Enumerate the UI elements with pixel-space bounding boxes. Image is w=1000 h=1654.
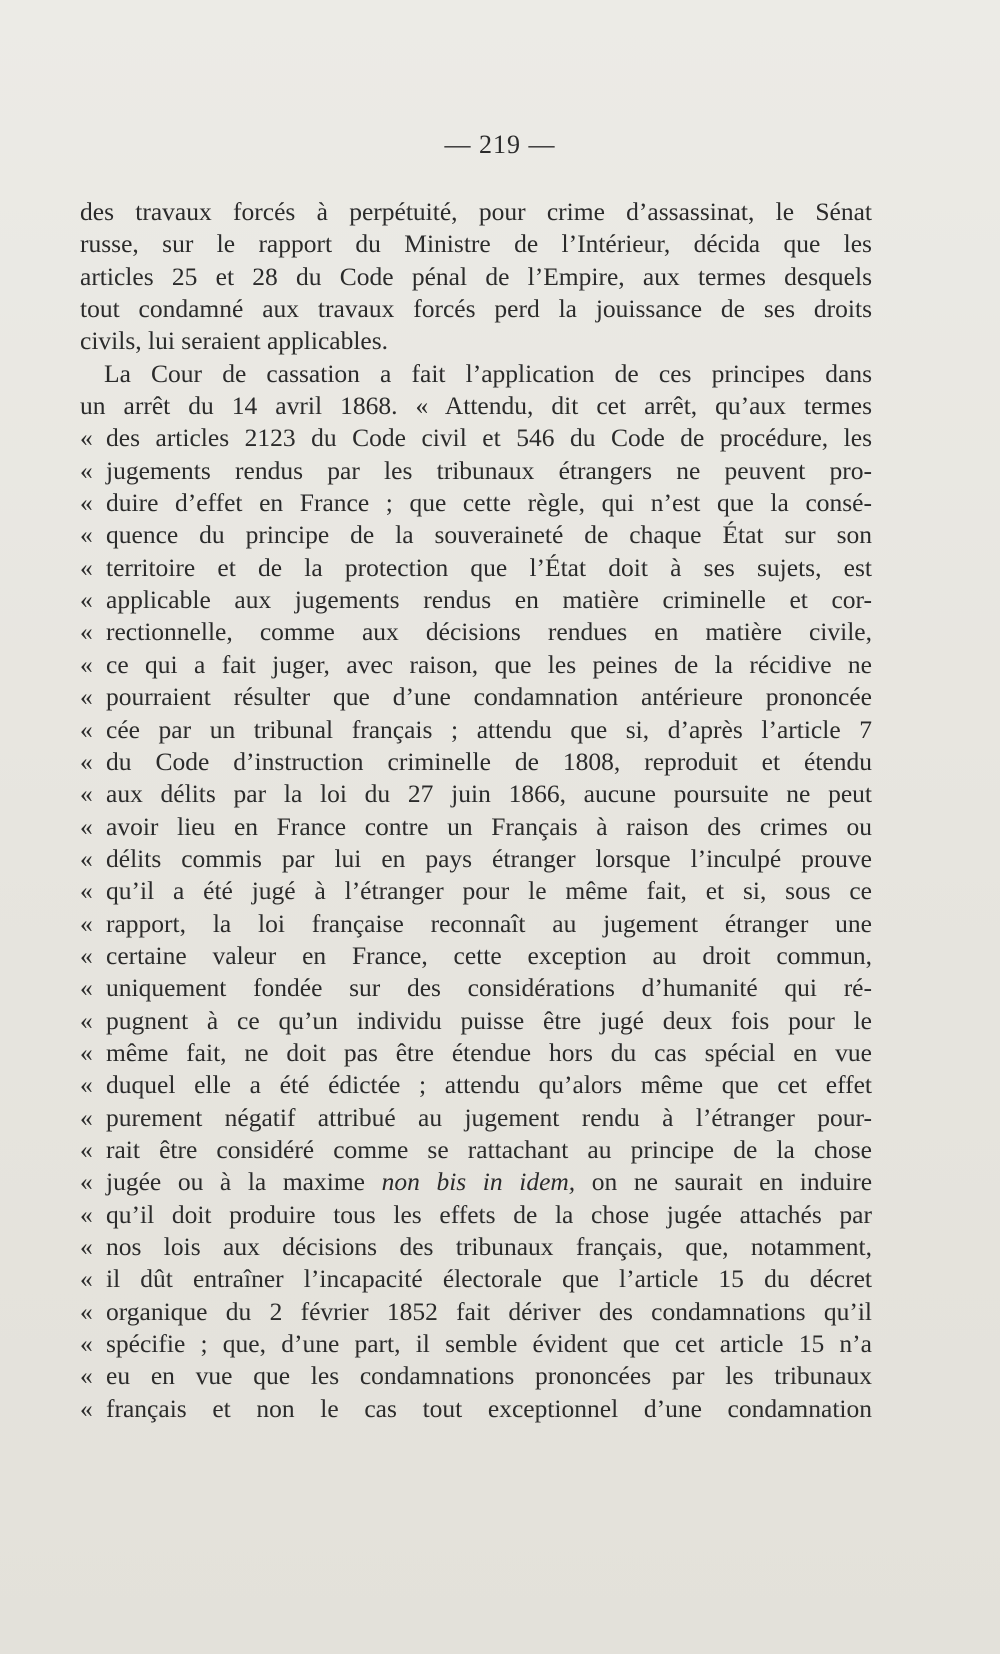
quote-mark: « [80,908,93,938]
quoted-line [80,1263,872,1295]
paragraph-start-line: La Cour de cassation a fait l’application de ces principes dans [104,358,872,388]
quote-mark: « [80,1134,93,1164]
quoted-text: purement négatif attribué au jugement rendu à l’étranger pour- [106,1102,872,1132]
quote-mark: « [80,843,93,873]
quoted-line [80,778,872,810]
quoted-line [80,1102,872,1134]
quoted-text: duire d’effet en France ; que cette règle, qui n’est que la consé- [106,488,872,518]
quote-mark: « [80,973,93,1003]
quoted-text: eu en vue que les condamnations prononcées par les tribunaux [106,1361,872,1391]
quote-mark: « [80,1037,93,1067]
text-line: un arrêt du 14 avril 1868. « Attendu, dit cet arrêt, qu’aux termes [80,391,872,421]
quote-mark: « [80,649,93,679]
quoted-text: qu’il doit produire tous les effets de la chose jugée attachés par [106,1199,872,1229]
quoted-line [80,1134,872,1166]
quoted-line [80,649,872,681]
quoted-line [80,487,872,519]
quoted-text: certaine valeur en France, cette exception au droit commun, [106,940,872,970]
quote-mark: « [80,1361,93,1391]
quoted-line [80,1393,872,1425]
quote-mark: « [80,1232,93,1261]
quote-mark: « [80,423,93,453]
quoted-line [80,714,872,746]
quoted-line [80,584,872,616]
quoted-text: pugnent à ce qu’un individu puisse être jugé deux fois pour le [106,1005,872,1035]
quoted-line [80,1231,872,1263]
quote-mark: « [80,1296,93,1326]
quote-mark: « [80,1329,93,1359]
quoted-text: territoire et de la protection que l’État doit à ses sujets, est [106,552,872,582]
quoted-line [80,519,872,551]
quoted-line [80,552,872,584]
quoted-text: ce qui a fait juger, avec raison, que les peines de la récidive ne [106,649,872,679]
quoted-line [80,1037,872,1069]
quote-mark: « [80,1167,93,1197]
latin-maxim: non bis in idem, [381,1167,576,1197]
quoted-line [80,1166,872,1198]
quote-mark: « [80,455,93,485]
quote-mark: « [80,520,93,550]
quote-mark: « [80,1264,93,1294]
quoted-text: quence du principe de la souveraineté de chaque État sur son [106,520,872,550]
quote-mark: « [80,940,93,970]
quoted-line [80,681,872,713]
text-line: tout condamné aux travaux forcés perd la jouissance de ses droits [80,294,872,324]
quoted-text: jugée ou à la maxime [106,1167,365,1197]
quoted-text: nos lois aux décisions des tribunaux français, que, notamment, [106,1232,872,1261]
quoted-line [80,1069,872,1101]
quoted-line [80,1360,872,1392]
quote-mark: « [80,1199,93,1229]
quoted-text: cée par un tribunal français ; attendu que si, d’après l’article 7 [106,714,872,744]
quote-mark: « [80,1005,93,1035]
quoted-text: uniquement fondée sur des considérations d’humanité qui ré- [106,973,872,1003]
quoted-text: rait être considéré comme se rattachant au principe de la chose [106,1134,872,1164]
quoted-text: aux délits par la loi du 27 juin 1866, aucune poursuite ne peut [106,779,872,809]
quoted-line [80,422,872,454]
quoted-text: organique du 2 février 1852 fait dériver des condamnations qu’il [106,1296,872,1326]
quote-mark: « [80,682,93,712]
quote-mark: « [80,811,93,841]
quoted-text: applicable aux jugements rendus en matière criminelle et cor- [106,585,872,615]
quoted-text: on ne saurait en induire [591,1167,872,1197]
quoted-line [80,746,872,778]
quoted-line [80,1328,872,1360]
quoted-line [80,811,872,843]
text-line: des travaux forcés à perpétuité, pour crime d’assassinat, le Sénat [80,197,872,226]
quote-mark: « [80,552,93,582]
quoted-line [80,875,872,907]
quoted-text: pourraient résulter que d’une condamnation antérieure prononcée [106,682,872,712]
quoted-text: des articles 2123 du Code civil et 546 du Code de procédure, les [106,423,872,453]
quoted-text: rapport, la loi française reconnaît au jugement étranger une [106,908,872,938]
quoted-line [80,1296,872,1328]
quoted-text: avoir lieu en France contre un Français à raison des crimes ou [106,811,872,841]
quoted-text: rectionnelle, comme aux décisions rendues en matière civile, [106,617,872,647]
quoted-text: français et non le cas tout exceptionnel d’une condamnation [106,1393,872,1423]
quote-mark: « [80,746,93,776]
quote-mark: « [80,1070,93,1100]
text-line: articles 25 et 28 du Code pénal de l’Empire, aux termes desquels [80,261,872,291]
quote-mark: « [80,1102,93,1132]
quoted-text: délits commis par lui en pays étranger lorsque l’inculpé prouve [106,843,872,873]
quoted-line [80,1005,872,1037]
quoted-line [80,455,872,487]
quote-mark: « [80,617,93,647]
quote-mark: « [80,779,93,809]
quoted-text: même fait, ne doit pas être étendue hors du cas spécial en vue [106,1037,872,1067]
quoted-text: du Code d’instruction criminelle de 1808, reproduit et étendu [106,746,872,776]
quoted-line [80,1199,872,1231]
quote-mark: « [80,585,93,615]
quote-mark: « [80,714,93,744]
quote-mark: « [80,1393,93,1423]
body-text [80,196,872,1425]
quoted-line [80,972,872,1004]
quote-mark: « [80,876,93,906]
quoted-text: il dût entraîner l’incapacité électorale que l’article 15 du décret [106,1264,872,1294]
quoted-text: jugements rendus par les tribunaux étrangers ne peuvent pro- [106,455,872,485]
quoted-line [80,908,872,940]
quoted-line [80,616,872,648]
page-number: — 219 — [444,130,556,159]
quote-mark: « [80,488,93,518]
quoted-line [80,843,872,875]
text-line: civils, lui seraient applicables. [80,326,389,356]
quoted-line [80,940,872,972]
quoted-text: duquel elle a été édictée ; attendu qu’alors même que cet effet [106,1070,872,1100]
text-line: russe, sur le rapport du Ministre de l’Intérieur, décida que les [80,229,872,259]
quoted-text: spécifie ; que, d’une part, il semble évident que cet article 15 n’a [106,1329,872,1359]
quoted-text: qu’il a été jugé à l’étranger pour le même fait, et si, sous ce [106,876,872,906]
